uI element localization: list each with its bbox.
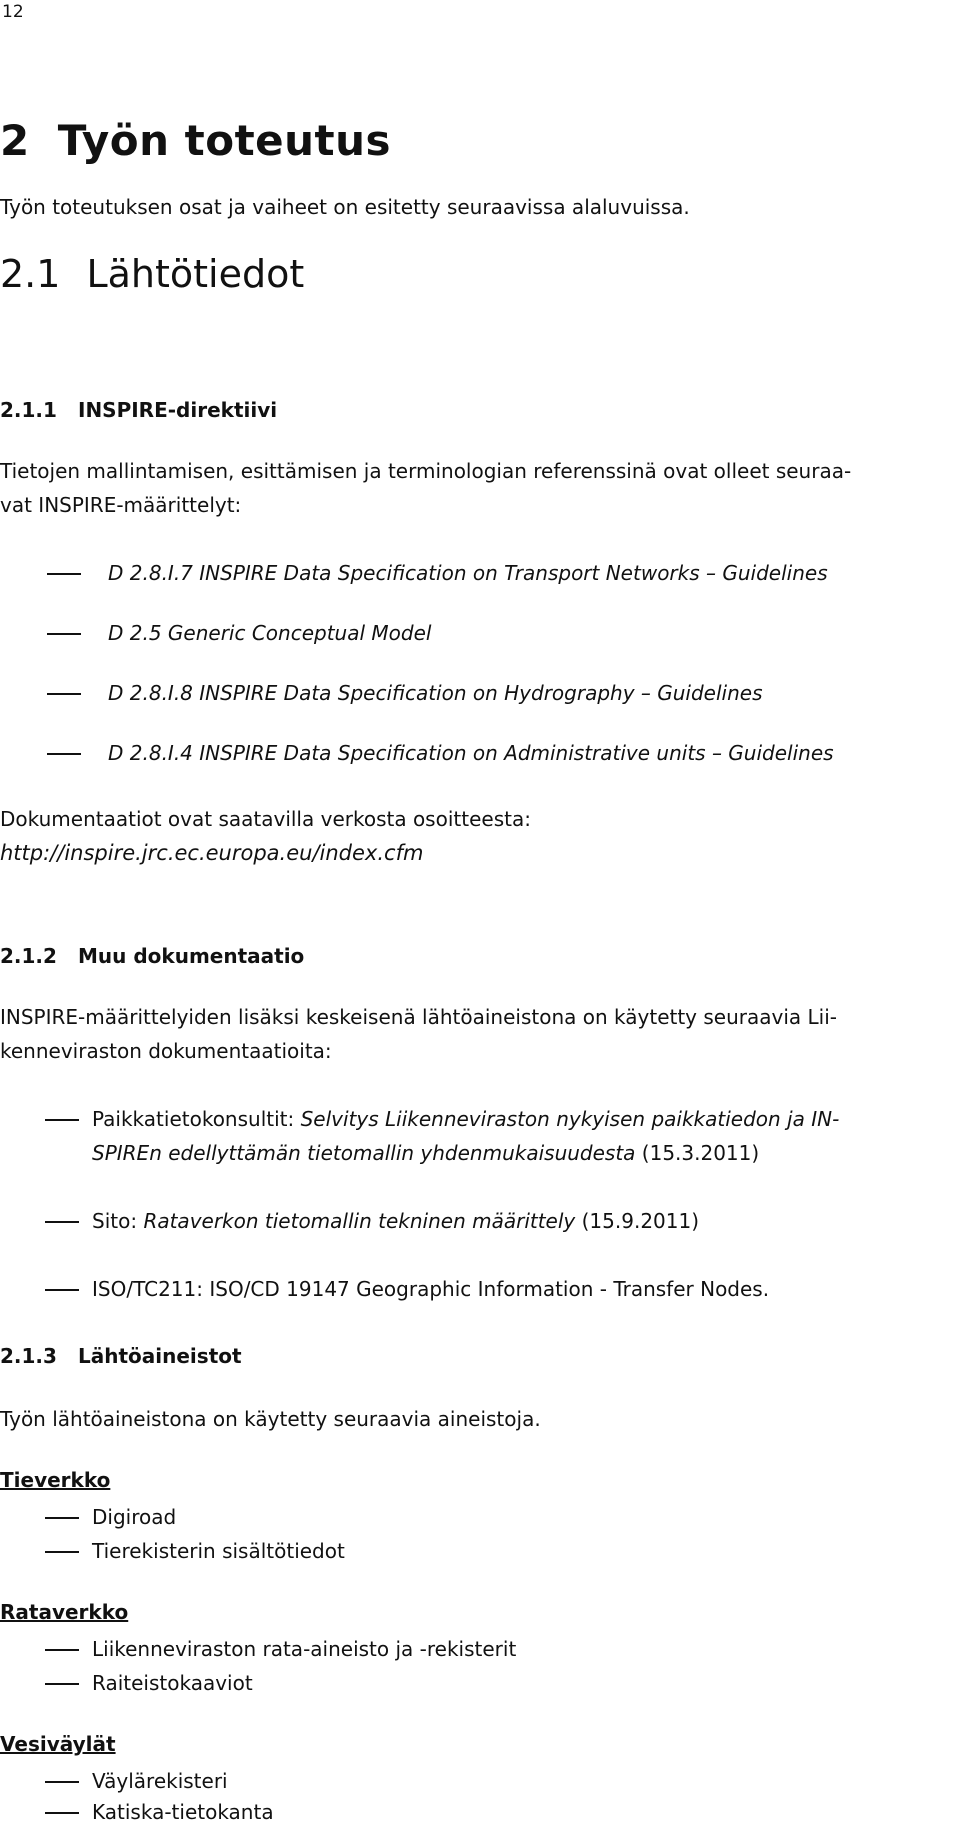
item-text: Raiteistokaaviot	[92, 1671, 253, 1695]
list-item	[0, 1102, 960, 1170]
subsection-number: 2.1.1	[0, 398, 57, 422]
list-item	[0, 1795, 960, 1829]
list-item	[0, 1534, 960, 1568]
item-text: Liikenneviraston rata-aineisto ja -rekisterit	[92, 1637, 517, 1661]
section-title: Lähtötiedot	[86, 252, 305, 296]
dash-bullet	[45, 1649, 79, 1651]
doc-entry-line	[92, 1204, 699, 1238]
list-item	[0, 1500, 960, 1534]
item-text: Tierekisterin sisältötiedot	[92, 1539, 345, 1563]
doc-title: Selvitys Liikenneviraston nykyisen paikkatiedon ja IN-	[300, 1107, 840, 1131]
list-item	[0, 556, 960, 590]
paragraph-line: Tietojen mallintamisen, esittämisen ja terminologian referenssinä ovat olleet seuraa-	[0, 459, 852, 483]
page-number: 12	[2, 2, 24, 22]
paragraph-line: kenneviraston dokumentaatioita:	[0, 1039, 332, 1063]
dash-bullet	[45, 1781, 79, 1783]
item-text: Digiroad	[92, 1505, 177, 1529]
dash-bullet	[47, 573, 81, 575]
doc-entry-line	[92, 1136, 759, 1170]
dash-bullet	[45, 1551, 79, 1553]
list-item	[0, 676, 960, 710]
dash-bullet	[45, 1812, 79, 1814]
subsection-number: 2.1.2	[0, 944, 57, 968]
section-heading	[0, 252, 304, 296]
subsection-title: Muu dokumentaatio	[78, 944, 305, 968]
dash-bullet	[45, 1517, 79, 1519]
dash-bullet	[45, 1119, 79, 1121]
subsection-heading-2-1-1	[0, 398, 277, 422]
dash-bullet	[47, 693, 81, 695]
doc-entry-line: ISO/TC211: ISO/CD 19147 Geographic Information - Transfer Nodes.	[92, 1277, 770, 1301]
dash-bullet	[45, 1683, 79, 1685]
subsection-number: 2.1.3	[0, 1344, 57, 1368]
list-item	[0, 1204, 960, 1238]
doc-author: Paikkatietokonsultit:	[92, 1107, 301, 1131]
list-item	[0, 1666, 960, 1700]
item-text: Väylärekisteri	[92, 1769, 228, 1793]
doc-title: Rataverkon tietomallin tekninen määrittely	[143, 1209, 576, 1233]
spec-title: D 2.8.I.7 INSPIRE Data Specification on Transport Networks – Guidelines	[108, 561, 828, 585]
doc-date: (15.3.2011)	[635, 1141, 760, 1165]
dash-bullet	[45, 1221, 79, 1223]
section-number: 2.1	[0, 252, 61, 296]
paragraph-line: Työn lähtöaineistona on käytetty seuraavia aineistoja.	[0, 1407, 541, 1431]
subsection-heading-2-1-3	[0, 1344, 242, 1368]
list-item	[0, 616, 960, 650]
item-text: Katiska-tietokanta	[92, 1800, 274, 1824]
paragraph-line: INSPIRE-määrittelyiden lisäksi keskeisenä lähtöaineistona on käytetty seuraavia Lii-	[0, 1005, 837, 1029]
doc-author: Sito:	[92, 1209, 144, 1233]
spec-title: D 2.8.I.4 INSPIRE Data Specification on Administrative units – Guidelines	[108, 741, 834, 765]
list-item	[0, 1632, 960, 1666]
chapter-title: Työn toteutus	[57, 116, 392, 165]
chapter-heading	[0, 116, 391, 165]
subsection-title: INSPIRE-direktiivi	[78, 398, 278, 422]
chapter-number: 2	[0, 116, 30, 165]
docs-available-text: Dokumentaatiot ovat saatavilla verkosta osoitteesta:	[0, 807, 531, 831]
group-label: Rataverkko	[0, 1600, 129, 1624]
spec-title: D 2.5 Generic Conceptual Model	[108, 621, 432, 645]
dash-bullet	[47, 633, 81, 635]
subsection-title: Lähtöaineistot	[78, 1344, 242, 1368]
spec-title: D 2.8.I.8 INSPIRE Data Specification on Hydrography – Guidelines	[108, 681, 763, 705]
dash-bullet	[47, 753, 81, 755]
list-item	[0, 736, 960, 770]
list-item	[0, 1764, 960, 1798]
docs-url: http://inspire.jrc.ec.europa.eu/index.cfm	[0, 841, 424, 865]
doc-title: SPIREn edellyttämän tietomallin yhdenmukaisuudesta	[92, 1141, 636, 1165]
chapter-intro: Työn toteutuksen osat ja vaiheet on esitetty seuraavissa alaluvuissa.	[0, 195, 690, 219]
doc-date: (15.9.2011)	[575, 1209, 700, 1233]
subsection-heading-2-1-2	[0, 944, 304, 968]
group-label: Tieverkko	[0, 1468, 111, 1492]
doc-entry-line	[92, 1102, 839, 1136]
paragraph-line: vat INSPIRE-määrittelyt:	[0, 493, 242, 517]
dash-bullet	[45, 1289, 79, 1291]
group-label: Vesiväylät	[0, 1732, 116, 1756]
list-item	[0, 1272, 960, 1306]
